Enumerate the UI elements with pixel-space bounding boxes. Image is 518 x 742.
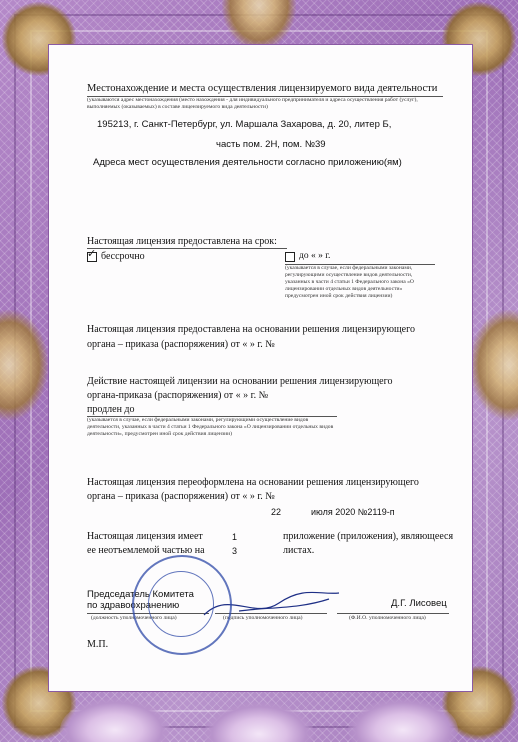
- seal-place-label: М.П.: [87, 639, 109, 650]
- annex-line-1-end: приложение (приложения), являющееся: [283, 531, 454, 542]
- annex-line-2-start: ее неотъемлемой частью на: [87, 545, 205, 556]
- extension-note: (указывается в случае, если федеральными законами, регулирующими осуществление видов деятельности, указанных в части 4 статьи 1 Федерального закона «О лицензировании отдельных видов деятельности», предусмотрен иной срок действия лицензии): [87, 417, 334, 437]
- extension-line-1: Действие настоящей лицензии на основании решения лицензирующего: [87, 376, 393, 387]
- term-until-label: до « » г.: [299, 251, 331, 261]
- stamp-inner-ring: [148, 571, 214, 637]
- document-body: [48, 44, 473, 692]
- annex-line-1-start: Настоящая лицензия имеет: [87, 531, 203, 542]
- location-heading: Местонахождение и места осуществления лицензируемого вида деятельности: [87, 83, 438, 94]
- signer-position-line-1: Председатель Комитета: [87, 589, 194, 600]
- reissue-line-1: Настоящая лицензия переоформлена на основании решения лицензирующего: [87, 477, 419, 488]
- annex-count: 1: [232, 532, 238, 542]
- address-line-2: часть пом. 2Н, пом. №39: [216, 139, 326, 150]
- basis-line-2: органа – приказа (распоряжения) от « » г. №: [87, 339, 275, 350]
- signer-position-line-2: по здравоохранению: [87, 600, 180, 611]
- annex-sheets: 3: [232, 546, 238, 556]
- address-line-1: 195213, г. Санкт-Петербург, ул. Маршала Захарова, д. 20, литер Б,: [97, 119, 392, 130]
- address-line-3: Адреса мест осуществления деятельности согласно приложению(ям): [93, 157, 402, 168]
- caption-position: (должность уполномоченного лица): [91, 615, 177, 621]
- reissue-day: 22: [271, 507, 282, 517]
- signer-name: Д.Г. Лисовец: [391, 598, 447, 609]
- basis-line-1: Настоящая лицензия предоставлена на основании решения лицензирующего: [87, 324, 415, 335]
- extension-line-3: продлен до: [87, 404, 135, 415]
- term-until-note: (указывается в случае, если федеральными законами, регулирующими осуществление видов деятельности, указанных в части 4 статьи 1 Федерального закона «О лицензировании отдельных видов деятельности» предусмотрен иной срок действия лицензии): [285, 265, 414, 299]
- term-indefinite-label: бессрочно: [101, 251, 145, 262]
- official-stamp: [132, 555, 232, 655]
- until-checkbox: [285, 252, 295, 262]
- location-note: (указываются адрес местонахождения (место нахождения - для индивидуального предпринимателя и адреса осуществления работ (услуг), выполняемых (оказываемых) в составе лицензируемого вида деятельности): [87, 97, 418, 110]
- checkmark-icon: ✓: [87, 248, 97, 260]
- caption-name: (Ф.И.О. уполномоченного лица): [349, 615, 426, 621]
- extension-line-2: органа-приказа (распоряжения) от « » г. №: [87, 390, 269, 401]
- term-heading-rule: [87, 248, 287, 249]
- name-rule: [337, 613, 449, 614]
- term-heading: Настоящая лицензия предоставлена на срок:: [87, 236, 277, 247]
- reissue-date-rest: июля 2020 №2119-п: [311, 507, 395, 517]
- reissue-line-2: органа – приказа (распоряжения) от « » г. №: [87, 491, 275, 502]
- caption-signature: (подпись уполномоченного лица): [223, 615, 303, 621]
- annex-line-2-end: листах.: [283, 545, 315, 556]
